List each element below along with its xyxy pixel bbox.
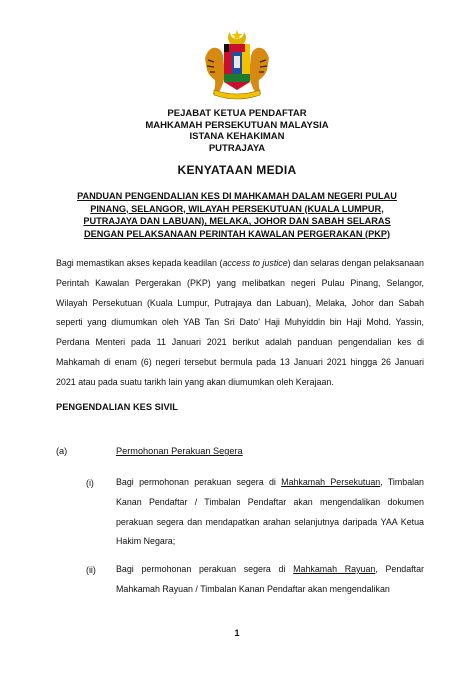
page-number: 1 — [234, 628, 240, 638]
issuer-block — [0, 108, 474, 154]
item-text-part: Bagi permohonan perakuan segera di — [116, 564, 294, 574]
intro-text: ) dan selaras dengan pelaksanaan Perintah Kawalan Pergerakan (PKP) yang melibatkan negeri Pulau Pinang, Selangor, Wilayah Persekutuan (Kuala Lumpur, Putrajaya dan Labuan), Melaka, Johor dan Sabah seperti yang diumumkan oleh YAB Tan Sri Dato' Haji Muhyiddin bin Haji Mohd. Yassin, Perdana Menteri pada 11 Januari 2021 berikut adalah panduan pengendalian kes di Mahkamah di enam (6) negeri tersebut bermula pada 13 Januari 2021 hingga 26 Januari 2021 atau pada suatu tarikh lain yang akan diumumkan oleh Kerajaan. — [56, 258, 424, 387]
subject-line: DENGAN PELAKSANAAN PERINTAH KAWALAN PERGERAKAN (PKP) — [83, 228, 391, 239]
list-item-number: (i) — [86, 478, 94, 488]
subject-line: PUTRAJAYA DAN LABUAN), MELAKA, JOHOR DAN SABAH SELARAS — [83, 216, 391, 226]
subject-line: PANDUAN PENGENDALIAN KES DI MAHKAMAH DALAM NEGERI PULAU — [77, 191, 397, 201]
item-court: Mahkamah Rayuan — [293, 564, 376, 574]
intro-text: Bagi memastikan akses kepada keadilan ( — [56, 258, 223, 268]
item-court: Mahkamah Persekutuan — [281, 477, 381, 487]
list-item-number: (ii) — [86, 565, 96, 575]
issuer-palace: ISTANA KEHAKIMAN — [189, 131, 285, 142]
issuer-city: PUTRAJAYA — [208, 142, 266, 154]
intro-emphasis: access to justice — [222, 258, 288, 268]
issuer-office: PEJABAT KETUA PENDAFTAR — [167, 108, 307, 119]
document-subject — [70, 190, 404, 240]
document-title: KENYATAAN MEDIA — [177, 163, 297, 177]
item-text-part: , Timbalan Kanan Pendaftar / Timbalan Pendaftar akan mengendalikan dokumen perakuan segera dan mendapatkan arahan selanjutnya daripada YAA Ketua Hakim Negara; — [116, 477, 424, 547]
section-heading: PENGENDALIAN KES SIVIL — [56, 402, 178, 412]
subsection-title: Permohonan Perakuan Segera — [116, 446, 243, 456]
subsection-number: (a) — [56, 446, 68, 456]
item-text-part: , Pendaftar Mahkamah Rayuan / Timbalan Kanan Pendaftar akan mengendalikan — [116, 564, 424, 594]
item-text-part: Bagi permohonan perakuan segera di — [116, 477, 282, 487]
issuer-court: MAHKAMAH PERSEKUTUAN MALAYSIA — [145, 119, 329, 131]
list-item-text — [116, 560, 424, 600]
intro-paragraph — [56, 254, 424, 393]
subject-line: PINANG, SELANGOR, WILAYAH PERSEKUTUAN (KUALA LUMPUR, — [90, 203, 384, 214]
malaysia-coat-of-arms-icon — [202, 28, 272, 100]
list-item-text — [116, 473, 424, 552]
